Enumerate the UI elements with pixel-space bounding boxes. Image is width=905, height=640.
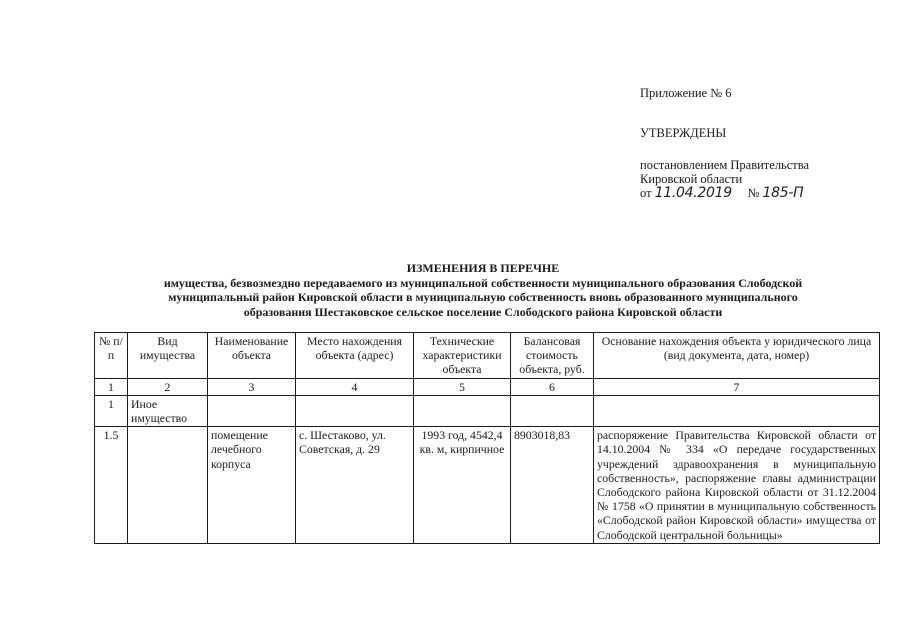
header-specs: Технические характеристики объекта xyxy=(414,333,511,379)
title-line-1: имущества, безвозмездно передаваемого из муниципальной собственности муниципального образования Слободской xyxy=(163,275,803,290)
header-balance-value: Балансовая стоимость объекта, руб. xyxy=(511,333,594,379)
header-object-name: Наименование объекта xyxy=(208,333,296,379)
header-property-kind: Вид имущества xyxy=(128,333,208,379)
column-number: 6 xyxy=(511,378,594,395)
handwritten-date: 11.04.2019 xyxy=(654,185,732,201)
section-kind: Иное имущество xyxy=(128,395,208,426)
title-line-2: муниципальный район Кировской области в муниципальную собственность вновь образованного муниципального xyxy=(168,290,798,304)
item-number: 1.5 xyxy=(95,427,128,544)
column-number: 3 xyxy=(208,378,296,395)
decree-line-2: Кировской области xyxy=(640,172,743,186)
item-specs: 1993 год, 4542,4 кв. м, кирпичное xyxy=(414,427,511,544)
table-header-row xyxy=(95,333,880,379)
section-row xyxy=(95,395,880,426)
appendix-number: Приложение № 6 xyxy=(640,86,732,100)
column-number: 2 xyxy=(128,378,208,395)
date-prefix: от xyxy=(640,186,652,200)
table-row xyxy=(95,427,880,544)
item-balance-value: 8903018,83 xyxy=(511,427,594,544)
decree-line-1: постановлением Правительства xyxy=(640,158,810,172)
column-number: 7 xyxy=(594,378,880,395)
column-number: 5 xyxy=(414,378,511,395)
property-changes-table xyxy=(94,332,880,544)
header-basis: Основание нахождения объекта у юридического лица (вид документа, дата, номер) xyxy=(594,333,880,379)
decree-reference xyxy=(640,158,809,186)
item-basis: распоряжение Правительства Кировской области от 14.10.2004 № 334 «О передаче государственных учреждений здравоохранения в муниципальную собственность», распоряжение главы администрации Слободского района Кировской области от 31.12.2004 № 1758 «О принятии в муниципальную собственность «Слободской район Кировской области» имущества от Слободской центральной больницы» xyxy=(594,427,880,544)
title-heading: ИЗМЕНЕНИЯ В ПЕРЕЧНЕ xyxy=(406,261,560,275)
number-prefix: № xyxy=(747,186,760,200)
column-number-row xyxy=(95,378,880,395)
column-number: 1 xyxy=(95,378,128,395)
document-title xyxy=(120,261,846,319)
item-kind xyxy=(128,427,208,544)
section-number: 1 xyxy=(95,395,128,426)
item-address: с. Шестаково, ул. Советская, д. 29 xyxy=(296,427,414,544)
decree-date-number xyxy=(640,186,803,200)
column-number: 4 xyxy=(296,378,414,395)
handwritten-number: 185-П xyxy=(762,185,804,201)
header-number: № п/п xyxy=(95,333,128,379)
approved-stamp-text: УТВЕРЖДЕНЫ xyxy=(640,126,727,140)
header-address: Место нахождения объекта (адрес) xyxy=(296,333,414,379)
title-line-3: образования Шестаковское сельское поселение Слободского района Кировской области xyxy=(243,304,723,319)
item-name: помещение лечебного корпуса xyxy=(208,427,296,544)
